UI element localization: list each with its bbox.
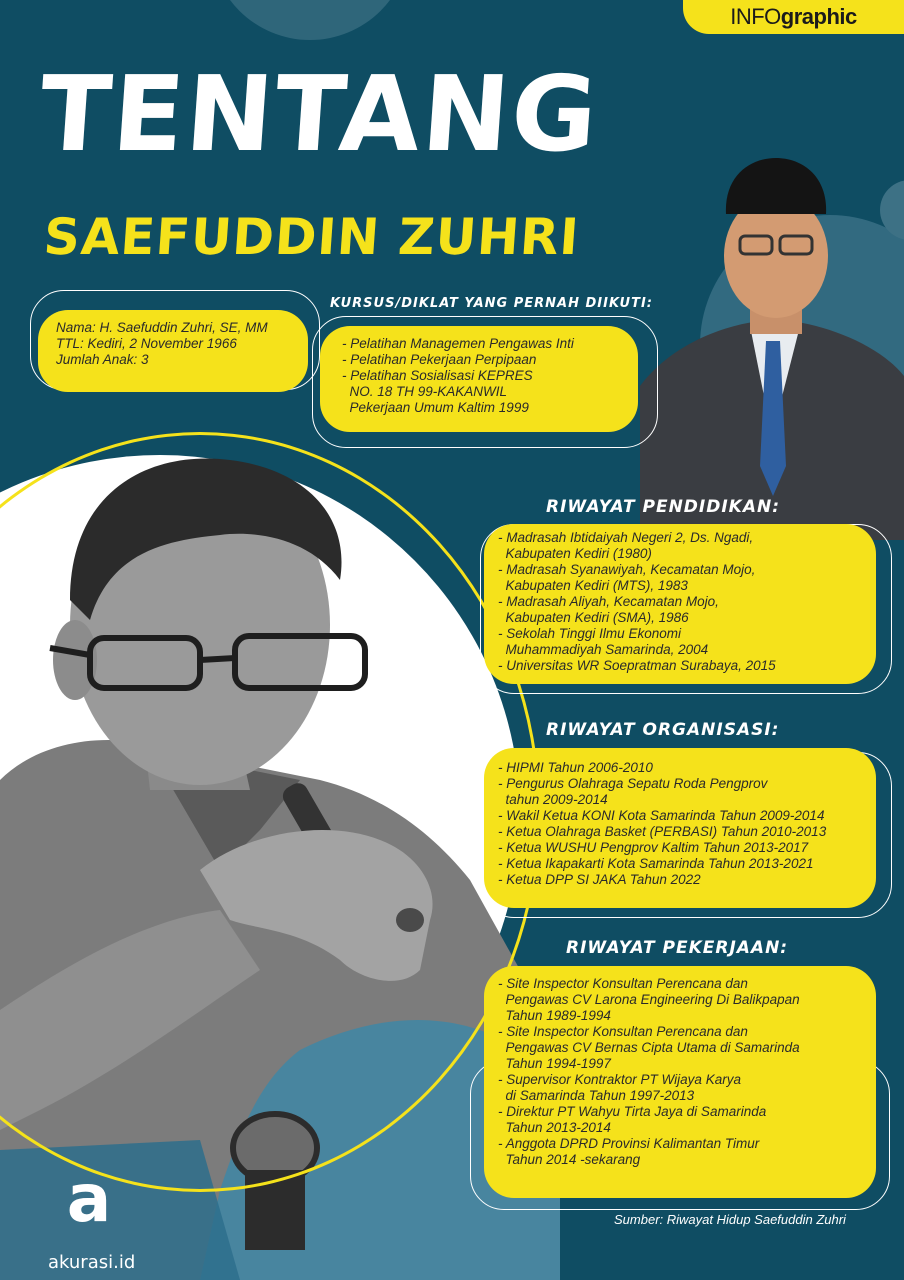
list-item: Muhammadiyah Samarinda, 2004 xyxy=(498,642,709,657)
pendidikan-heading: RIWAYAT PENDIDIKAN: xyxy=(546,497,781,517)
portrait-photo xyxy=(640,136,904,540)
list-item: - Site Inspector Konsultan Perencana dan xyxy=(498,976,748,991)
badge-suffix: graphic xyxy=(780,4,857,29)
badge-prefix: INFO xyxy=(730,4,781,29)
pendidikan-card xyxy=(484,524,876,684)
akurasi-logo xyxy=(24,1160,136,1278)
list-item: - Ketua WUSHU Pengprov Kaltim Tahun 2013-2017 xyxy=(498,840,809,855)
list-item: di Samarinda Tahun 1997-2013 xyxy=(498,1088,695,1103)
organisasi-card xyxy=(484,748,876,908)
list-item: - Madrasah Syanawiyah, Kecamatan Mojo, xyxy=(498,562,756,577)
list-item: Kabupaten Kediri (MTS), 1983 xyxy=(498,578,688,593)
list-item: - Madrasah Aliyah, Kecamatan Mojo, xyxy=(498,594,719,609)
infographic-badge xyxy=(683,0,904,34)
list-item: - Pelatihan Sosialisasi KEPRES xyxy=(342,368,533,383)
list-item: Kabupaten Kediri (1980) xyxy=(498,546,652,561)
list-item: NO. 18 TH 99-KAKANWIL xyxy=(342,384,508,399)
bio-card xyxy=(38,310,308,392)
list-item: - Ketua DPP SI JAKA Tahun 2022 xyxy=(498,872,701,887)
list-item: - Pengurus Olahraga Sepatu Roda Pengprov xyxy=(498,776,768,791)
list-item: - Ketua Ikapakarti Kota Samarinda Tahun 2013-2021 xyxy=(498,856,814,871)
logo-mark: a xyxy=(66,1160,112,1237)
list-item: - Madrasah Ibtidaiyah Negeri 2, Ds. Ngadi, xyxy=(498,530,754,545)
list-item: Tahun 2013-2014 xyxy=(498,1120,611,1135)
page-title: TENTANG xyxy=(35,53,604,175)
list-item: - Sekolah Tinggi Ilmu Ekonomi xyxy=(498,626,681,641)
organisasi-heading: RIWAYAT ORGANISASI: xyxy=(546,720,780,740)
bio-birth: TTL: Kediri, 2 November 1966 xyxy=(56,336,237,351)
list-item: - Anggota DPRD Provinsi Kalimantan Timur xyxy=(498,1136,760,1151)
list-item: - HIPMI Tahun 2006-2010 xyxy=(498,760,653,775)
bio-name: Nama: H. Saefuddin Zuhri, SE, MM xyxy=(56,320,268,335)
source-caption: Sumber: Riwayat Hidup Saefuddin Zuhri xyxy=(614,1212,846,1227)
list-item: Tahun 1989-1994 xyxy=(498,1008,611,1023)
person-name-title: SAEFUDDIN ZUHRI xyxy=(41,208,582,266)
list-item: Pengawas CV Bernas Cipta Utama di Samarinda xyxy=(498,1040,800,1055)
list-item: Kabupaten Kediri (SMA), 1986 xyxy=(498,610,689,625)
kursus-card xyxy=(320,326,638,432)
list-item: - Ketua Olahraga Basket (PERBASI) Tahun 2010-2013 xyxy=(498,824,827,839)
list-item: Tahun 2014 -sekarang xyxy=(498,1152,641,1167)
list-item: - Direktur PT Wahyu Tirta Jaya di Samarinda xyxy=(498,1104,767,1119)
pekerjaan-heading: RIWAYAT PEKERJAAN: xyxy=(566,938,789,958)
list-item: tahun 2009-2014 xyxy=(498,792,608,807)
list-item: - Pelatihan Managemen Pengawas Inti xyxy=(342,336,574,351)
list-item: - Pelatihan Pekerjaan Perpipaan xyxy=(342,352,537,367)
list-item: Pekerjaan Umum Kaltim 1999 xyxy=(342,400,529,415)
pekerjaan-card xyxy=(484,966,876,1198)
list-item: - Wakil Ketua KONI Kota Samarinda Tahun 2009-2014 xyxy=(498,808,825,823)
logo-text: akurasi.id xyxy=(48,1252,136,1273)
bio-children: Jumlah Anak: 3 xyxy=(56,352,149,367)
list-item: - Supervisor Kontraktor PT Wijaya Karya xyxy=(498,1072,741,1087)
decorative-shape-top xyxy=(210,0,410,40)
list-item: Pengawas CV Larona Engineering Di Balikpapan xyxy=(498,992,800,1007)
list-item: - Site Inspector Konsultan Perencana dan xyxy=(498,1024,748,1039)
list-item: Tahun 1994-1997 xyxy=(498,1056,611,1071)
list-item: - Universitas WR Soepratman Surabaya, 2015 xyxy=(498,658,776,673)
kursus-heading: KURSUS/DIKLAT YANG PERNAH DIIKUTI: xyxy=(330,296,654,311)
